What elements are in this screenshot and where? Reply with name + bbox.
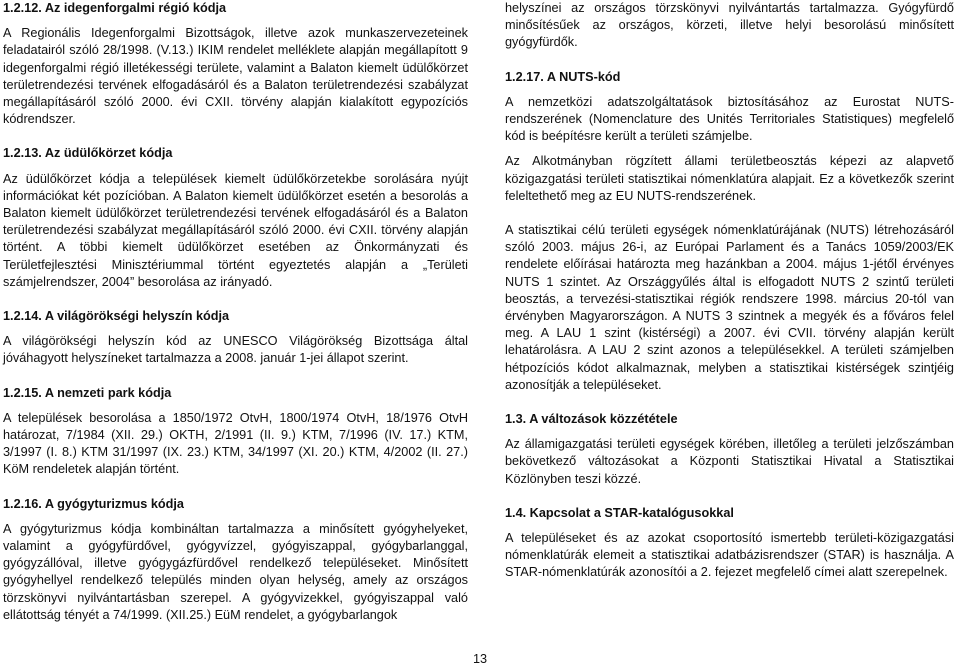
right-column: [505, 0, 954, 582]
section-heading-star: 1.4. Kapcsolat a STAR-katalógusokkal: [505, 505, 734, 520]
paragraph-gyogyfurdo: helyszínei az országos törzskönyvi nyilvántartás tartalmazza. Gyógyfürdő minősítésűek az országos, körzeti, illetve helyi besorolású minősített gyógyfürdők.: [505, 1, 954, 50]
section-heading-vilagorokseg: 1.2.14. A világörökségi helyszín kódja: [3, 309, 230, 324]
section-heading-nuts: 1.2.17. A NUTS-kód: [505, 69, 621, 84]
section-heading-udulokorzet: 1.2.13. Az üdülőkörzet kódja: [3, 146, 173, 161]
paragraph-udulokorzet: Az üdülőkörzet kódja a települések kiemelt üdülőkörzetekbe sorolására nyújt információkat két pozícióban. A Balaton kiemelt üdülőkörzet esetén a besorolás a Balaton kiemelt üdülőkörzet területrendezési tervének elfogadásáról és a Balaton területrendezési szabályzat megállapításáról szóló 2000. évi CXII. törvény alapján történt. A többi kiemelt üdülőkörzet esetében az Önkormányzati és Területfejlesztési Minisztériummal történt egyeztetés alapján a „Területi számjelrendszer, 2004” besorolása az irányadó.: [3, 171, 468, 289]
section-heading-valtozasok: 1.3. A változások közzététele: [505, 412, 678, 427]
paragraph-vilagorokseg: A világörökségi helyszín kód az UNESCO Világörökség Bizottsága által jóváhagyott helyszíneket tartalmazza a 2008. január 1-jei állapot szerint.: [3, 334, 468, 366]
section-heading-nemzeti-park: 1.2.15. A nemzeti park kódja: [3, 385, 172, 400]
paragraph-nuts-levels: A statisztikai célú területi egységek nómenklatúrájának (NUTS) létrehozásáról szóló 2003. május 26-i, az Európai Parlament és a Tanács 1059/2003/EK rendelete előírásai határozta meg hazánkban a 2004. május 1-jétől érvényes NUTS 1 szintet. Az Országgyűlés által is elfogadott NUTS 2 szintű területi beosztás, a tervezési-statisztikai régiók rendszere 1998. március 20-tól van érvényben Magyarországon. A NUTS 3 szintnek a megyék és a főváros felel meg. A LAU 1 szint (kistérségi) a 2007. évi CVII. törvény alapján került lehatárolásra. A LAU 2 szint azonos a településekkel. A területi számjelben hétpozíciós kódot alkalmaznak, melyben a statisztikai kistérségek szintjéig azonosítják a településeket.: [505, 223, 954, 392]
section-heading-regio: 1.2.12. Az idegenforgalmi régió kódja: [3, 1, 227, 15]
paragraph-nuts-intro: A nemzetközi adatszolgáltatások biztosításához az Eurostat NUTS-rendszerének (Nomenclature des Unités Territoriales Statistiques) megfelelő kód is beépítésre került a területi számjelbe.: [505, 94, 954, 144]
left-column: [3, 0, 468, 624]
paragraph-regio: A Regionális Idegenforgalmi Bizottságok, illetve azok munkaszervezeteinek feladatairól szóló 28/1998. (V.13.) IKIM rendelet melléklete alapján megállapított 9 idegenforgalmi régió illetékességi területe, valamint a Balaton kiemelt üdülőkörzet területrendezési tervének elfogadásáról és a Balaton területrendezési szabályzat megállapításáról szóló 2000. évi CXII. törvény alapján kialakított egypozíciós kódrendszer.: [3, 26, 468, 127]
paragraph-star: A településeket és az azokat csoportosító ismertebb területi-közigazgatási nómenklatúrák elemeit a statisztikai adatbázisrendszer (STAR) is használja. A STAR-nómenklatúrák azonosítói a 2. fejezet megfelelő címei alatt szerepelnek.: [505, 531, 954, 580]
paragraph-gyogyturizmus: A gyógyturizmus kódja kombináltan tartalmazza a minősített gyógyhelyeket, valamint a gyógyfürdővel, gyógyvízzel, gyógyiszappal, gyógybarlanggal, gyógyzállóval, illetve gyógygázfürdővel rendelkező településeket. Minősített gyógyhellyel rendelkező település minden olyan helység, amely az országos törzskönyvi nyilvántartásban szerepel. A gyógyvizekkel, gyógyiszappal való ellátottság tényét a 74/1999. (XII.25.) EüM rendelet, a gyógybarlangok: [3, 521, 468, 622]
section-heading-gyogyturizmus: 1.2.16. A gyógyturizmus kódja: [3, 496, 184, 511]
paragraph-nemzeti-park: A települések besorolása a 1850/1972 OtvH, 1800/1974 OtvH, 18/1976 OtvH határozat, 7/1984 (XII. 29.) OKTH, 2/1991 (II. 9.) KTM, 7/1996 (IV. 17.) KTM, 3/1997 (I. 8.) KTM 31/1997 (IX. 23.) KTM, 34/1997 (XI. 20.) KTM, 4/2002 (II. 27.) KöM rendeletek alapján történt.: [3, 410, 468, 477]
paragraph-valtozasok: Az államigazgatási területi egységek körében, illetőleg a területi jelzőszámban bekövetkező változásokat a Központi Statisztikai Hivatal a Statisztikai Közlönyben teszi közzé.: [505, 437, 954, 486]
paragraph-alkotmany: Az Alkotmányban rögzített állami területbeosztás képezi az alapvető közigazgatási területi statisztikai nómenklatúra alapjait. Ez a következők szerint feleltethető meg az EU NUTS-rendszerének.: [505, 154, 954, 203]
page-number: 13: [472, 652, 488, 666]
